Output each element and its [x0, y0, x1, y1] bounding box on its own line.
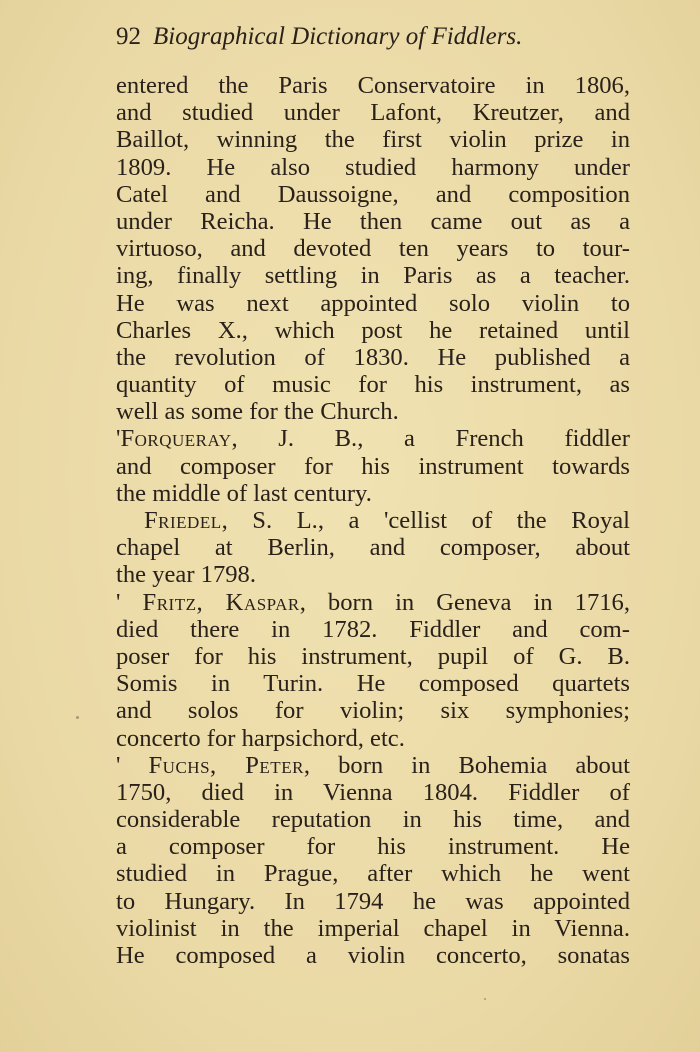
running-head	[116, 20, 636, 54]
entry-text: , born in Bohemia about	[303, 751, 630, 779]
entry-forqueray	[116, 425, 630, 452]
entry-fritz	[116, 589, 630, 616]
text-line: Charles X., which post he retained until	[116, 316, 630, 344]
entry-mark: '	[116, 588, 143, 616]
text-line: ing, finally settling in Paris as a teacher.	[116, 262, 630, 290]
entry-headword: Forqueray	[120, 425, 232, 453]
entry-text: , J. B., a French fiddler	[231, 425, 630, 453]
text-line: Catel and Daussoigne, and composition	[116, 180, 630, 208]
text-line: 1750, died in Vienna 1804. Fiddler of	[116, 778, 630, 806]
running-head-title: Biographical Dictionary of Fiddlers.	[153, 23, 523, 50]
text-line: 1809. He also studied harmony under	[116, 153, 630, 181]
text-line: a composer for his instrument. He	[116, 833, 630, 861]
text-line: to Hungary. In 1794 he was appointed	[116, 887, 630, 915]
entry-fuchs	[116, 752, 630, 779]
text-line: virtuoso, and devoted ten years to tour-	[116, 235, 630, 263]
text-line: the revolution of 1830. He published a	[116, 343, 630, 371]
paper-speck	[76, 716, 79, 719]
body-text	[116, 72, 630, 969]
text-line: entered the Paris Conservatoire in 1806,	[116, 72, 630, 99]
text-line: quantity of music for his instrument, as	[116, 371, 630, 399]
text-line: studied in Prague, after which he went	[116, 860, 630, 888]
text-line: and solos for violin; six symphonies;	[116, 697, 630, 725]
text-line: considerable reputation in his time, and	[116, 806, 630, 834]
text-line: the year 1798.	[116, 561, 256, 589]
text-line: Baillot, winning the first violin prize in	[116, 126, 630, 154]
text-line: He composed a violin concerto, sonatas	[116, 942, 630, 969]
text-line: Somis in Turin. He composed quartets	[116, 670, 630, 698]
entry-text: , born in Geneva in 1716,	[299, 588, 630, 616]
entry-headword: Friedel	[144, 507, 222, 534]
text-line: the middle of last century.	[116, 479, 372, 507]
page-number: 92	[116, 23, 141, 50]
entry-mark: '	[116, 751, 149, 779]
text-line: He was next appointed solo violin to	[116, 289, 630, 317]
text-line: violinist in the imperial chapel in Vienna.	[116, 914, 630, 942]
paper-speck	[484, 998, 486, 1000]
text-line: and composer for his instrument towards	[116, 452, 630, 480]
text-line: and studied under Lafont, Kreutzer, and	[116, 99, 630, 127]
entry-friedel	[116, 507, 630, 534]
text-line: chapel at Berlin, and composer, about	[116, 534, 630, 562]
entry-text: , S. L., a 'cellist of the Royal	[221, 507, 630, 534]
text-line: concerto for harpsichord, etc.	[116, 724, 405, 752]
entry-headword: Fritz, Kaspar	[142, 588, 300, 616]
text-line: died there in 1782. Fiddler and com-	[116, 615, 630, 643]
text-line: under Reicha. He then came out as a	[116, 207, 630, 235]
entry-headword: Fuchs, Peter	[148, 751, 304, 779]
text-line: poser for his instrument, pupil of G. B.	[116, 642, 630, 670]
entry-mark: '	[116, 425, 121, 453]
text-line: well as some for the Church.	[116, 398, 399, 426]
